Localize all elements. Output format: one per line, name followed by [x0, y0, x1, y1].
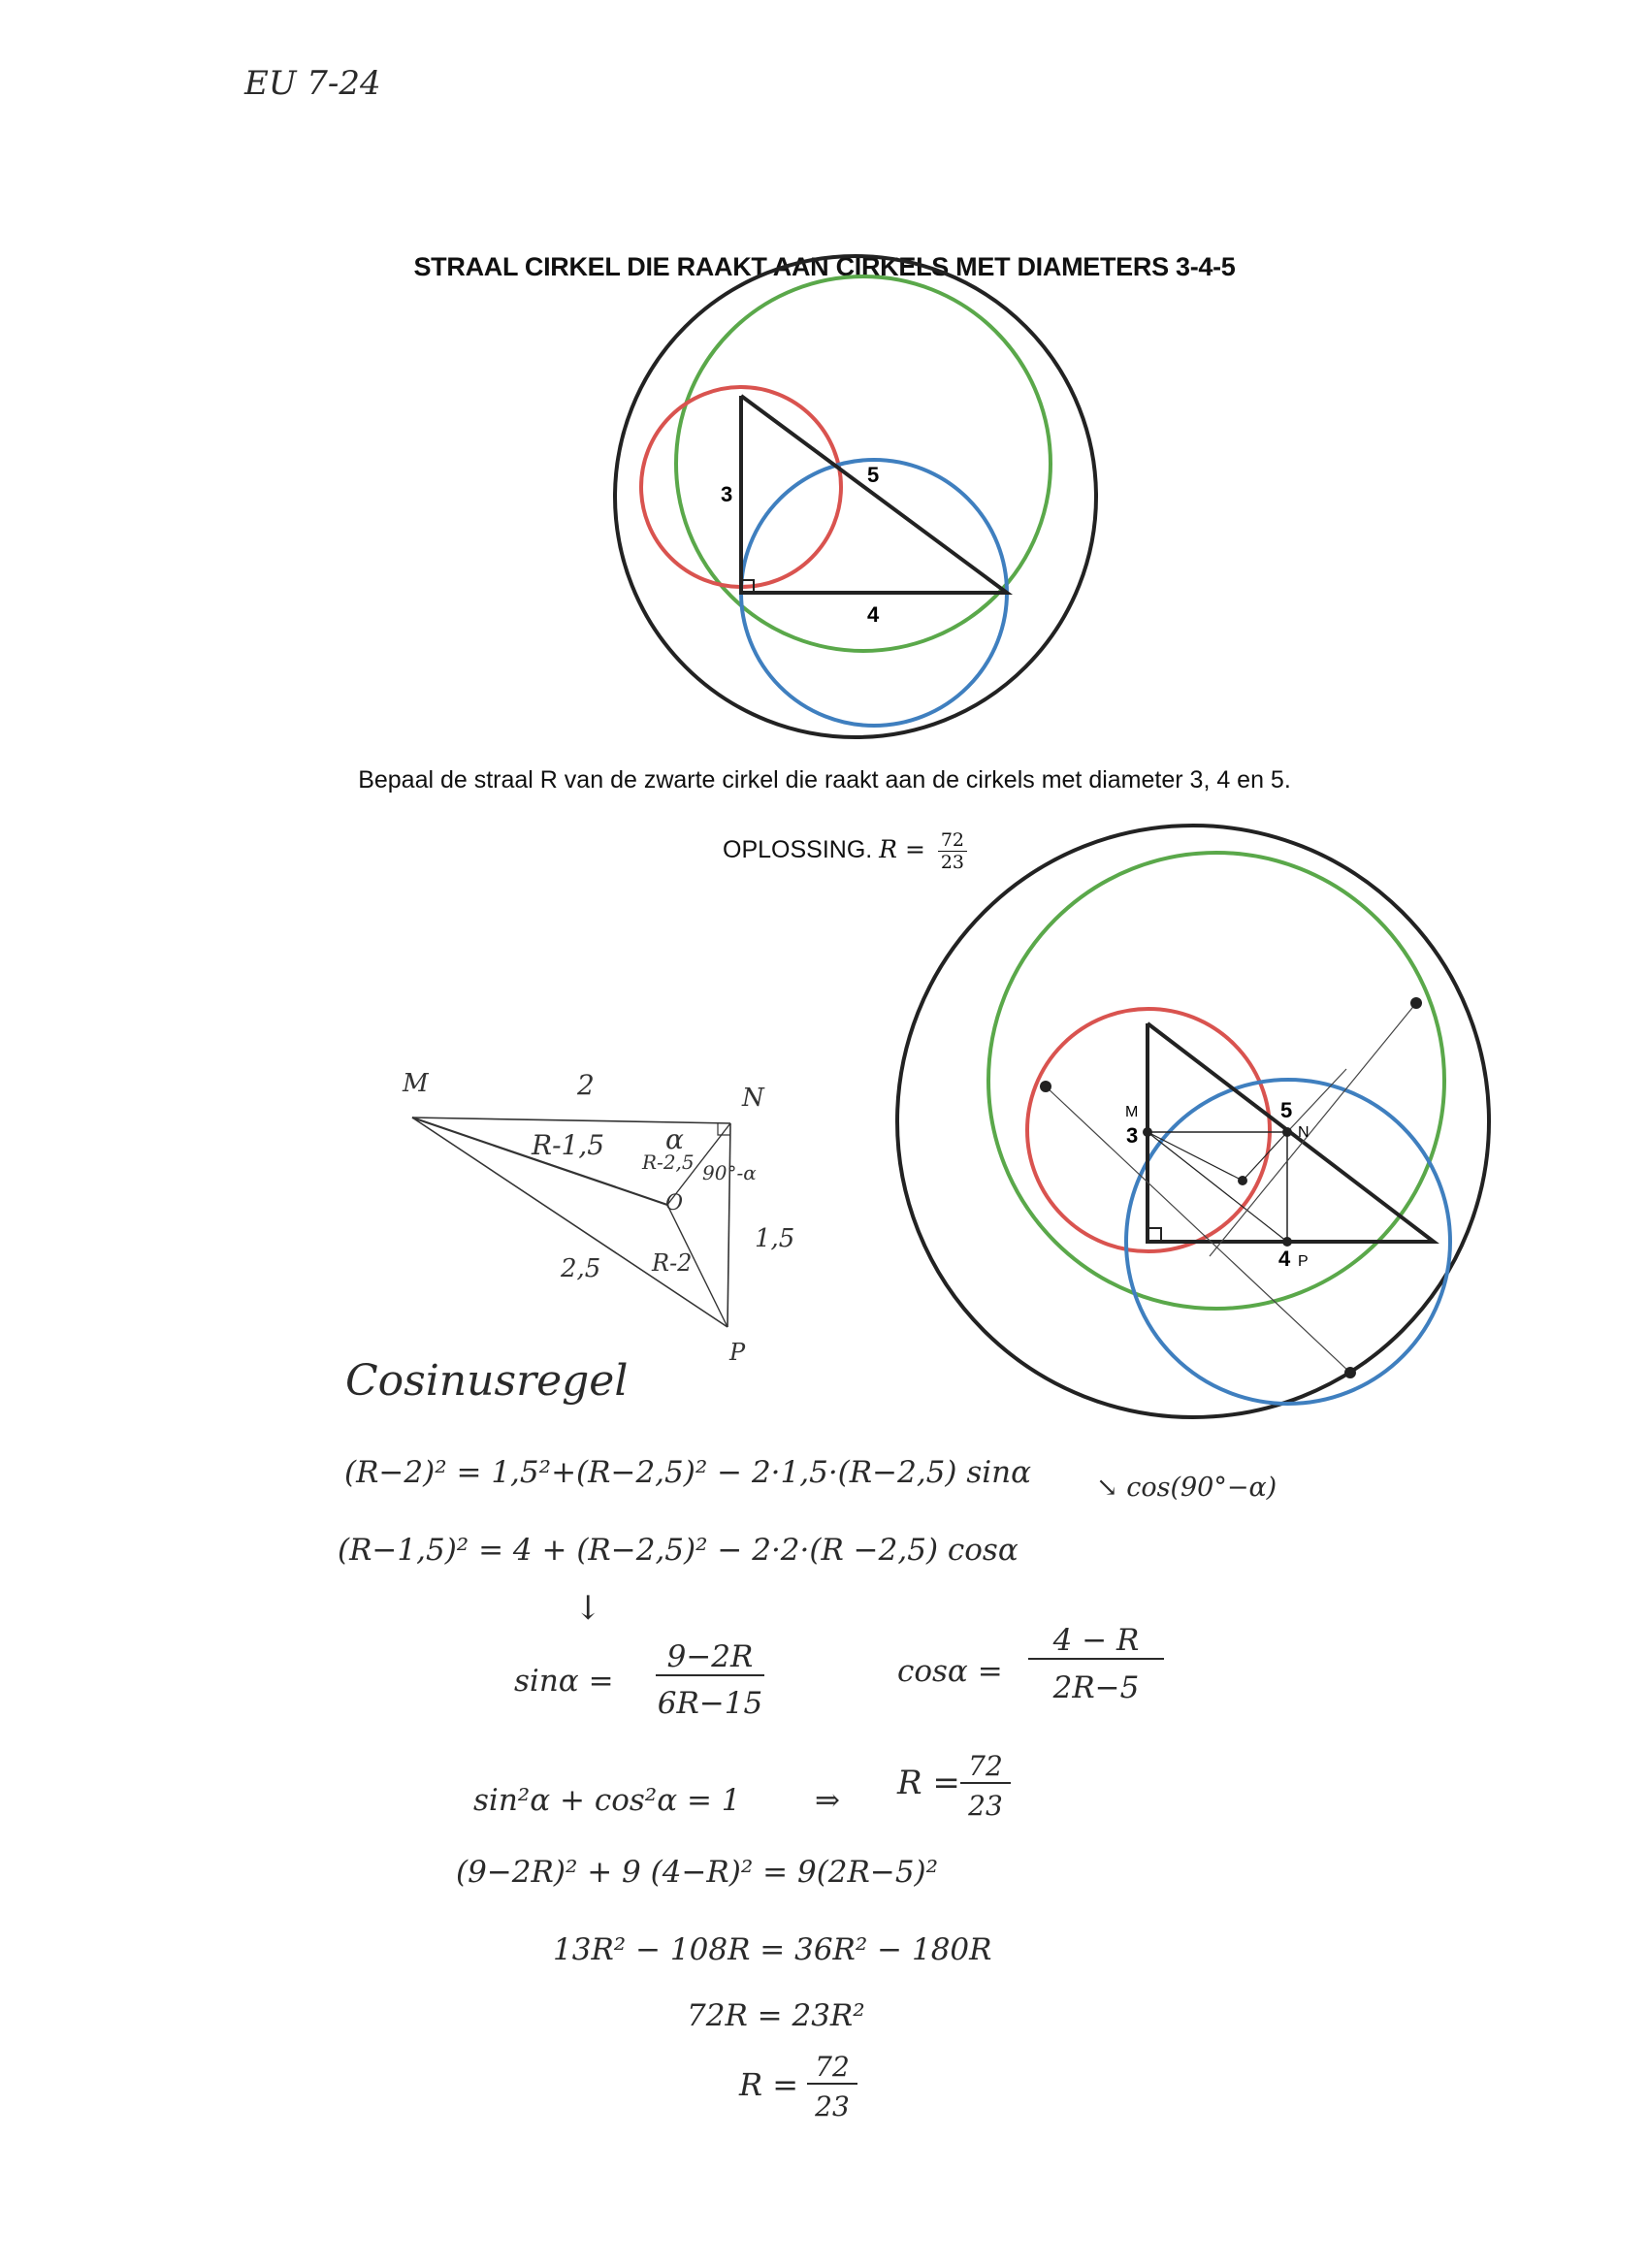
sketch-r2: R-2 [652, 1249, 693, 1277]
label-5-fig2: 5 [1280, 1098, 1293, 1122]
sketch-comp: 90°-α [702, 1161, 757, 1184]
hw-step2: 13R² − 108R = 36R² − 180R [553, 1932, 992, 1967]
hw-heading: Cosinusregel [345, 1356, 629, 1406]
hw-cos-lhs: cosα = [897, 1654, 1003, 1689]
document-id: EU 7-24 [244, 64, 381, 103]
hw-eq1: (R−2)² = 1,5²+(R−2,5)² − 2·1,5·(R−2,5) sinα [344, 1455, 1032, 1490]
label-4-fig2: 4 [1278, 1247, 1291, 1271]
label-3: 3 [721, 482, 733, 506]
label-4: 4 [867, 602, 880, 627]
sketch-mp: 2,5 [561, 1254, 601, 1283]
hw-cos-num: 4 − R [1028, 1623, 1164, 1660]
sketch-alpha: α [665, 1123, 684, 1155]
sketch-mn: 2 [577, 1069, 595, 1101]
hw-step3: 72R = 23R² [687, 1998, 865, 2033]
hw-final-num: 72 [807, 2051, 857, 2085]
solution-denominator: 23 [940, 852, 965, 873]
hw-implies: ⇒ [815, 1783, 840, 1818]
label-5: 5 [867, 463, 880, 487]
hw-final-lhs: R = [739, 2066, 799, 2103]
sketch-np: 1,5 [755, 1224, 795, 1253]
solution-variable: R = [879, 835, 925, 864]
solution-numerator: 72 [938, 829, 967, 852]
hw-final-den: 23 [815, 2090, 850, 2122]
hw-sin-lhs: sinα = [514, 1664, 614, 1699]
hw-sin-den: 6R−15 [657, 1686, 763, 1721]
label-N-fig2: N [1298, 1124, 1310, 1141]
hw-eq1-note: ↘ cos(90°−α) [1096, 1473, 1277, 1503]
sketch-O: O [665, 1191, 684, 1215]
hw-r-num: 72 [960, 1750, 1011, 1784]
hw-cos-den: 2R−5 [1052, 1670, 1140, 1705]
hw-r-den: 23 [968, 1790, 1003, 1822]
solution-label: OPLOSSING. [723, 836, 873, 864]
hw-identity: sin²α + cos²α = 1 [473, 1783, 741, 1818]
sketch-M: M [403, 1069, 429, 1098]
hw-sin-num: 9−2R [656, 1639, 764, 1676]
label-3-fig2: 3 [1126, 1123, 1139, 1148]
sketch-P: P [729, 1339, 746, 1366]
sketch-r25: R-2,5 [642, 1150, 695, 1174]
hw-eq2: (R−1,5)² = 4 + (R−2,5)² − 2·2·(R −2,5) cosα [338, 1533, 1018, 1568]
label-M-fig2: M [1125, 1104, 1139, 1120]
sketch-N: N [742, 1084, 764, 1113]
hw-arrow: ↓ [574, 1589, 602, 1628]
label-P-fig2: P [1298, 1253, 1309, 1270]
hw-r-result: R = [897, 1764, 960, 1802]
page-title: STRAAL CIRKEL DIE RAAKT AAN CIRKELS MET DIAMETERS 3-4-5 [413, 252, 1236, 281]
hw-step1: (9−2R)² + 9 (4−R)² = 9(2R−5)² [456, 1855, 939, 1890]
sketch-r15: R-1,5 [532, 1129, 605, 1161]
problem-statement: Bepaal de straal R van de zwarte cirkel die raakt aan de cirkels met diameter 3, 4 en 5. [358, 766, 1291, 794]
